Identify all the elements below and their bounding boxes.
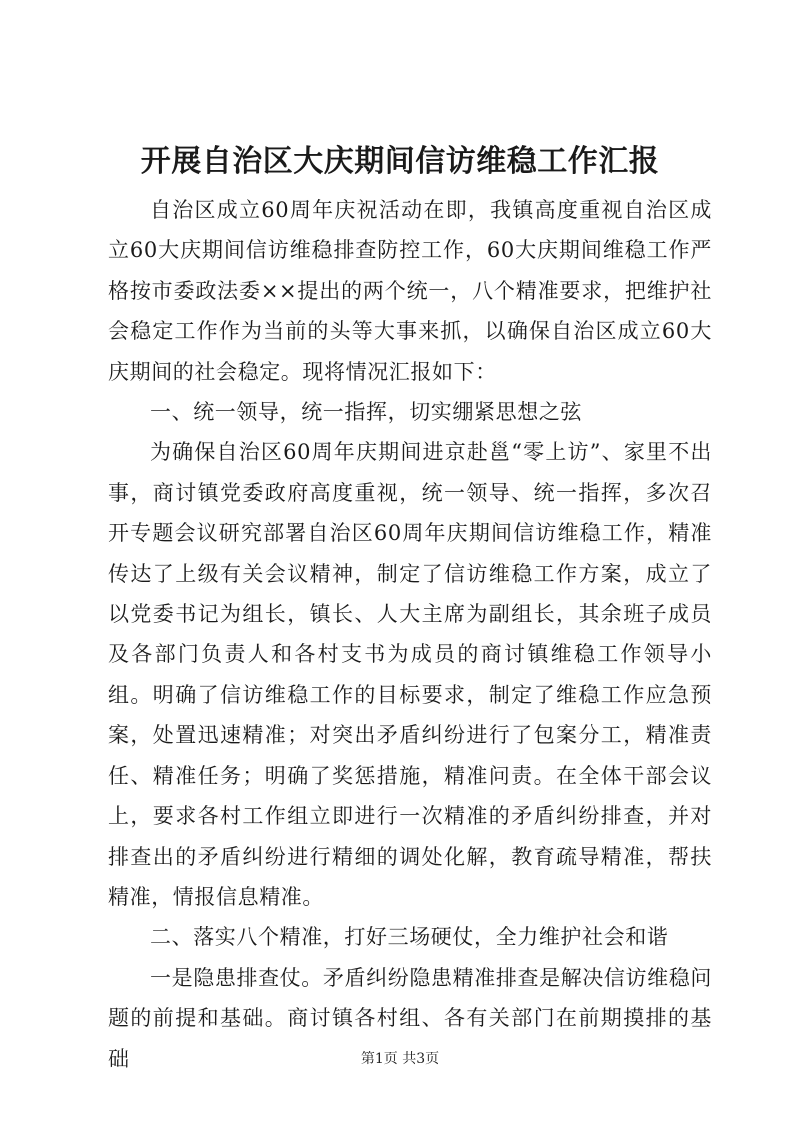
paragraph-section-1: 为确保自治区60周年庆期间进京赴邕“零上访”、家里不出事，商讨镇党委政府高度重视，统一领导、统一指挥，多次召开专题会议研究部署自治区60周年庆期间信访维稳工作，精准传达了上级有关会议精神，制定了信访维稳工作方案，成立了以党委书记为组长，镇长、人大主席为副组长，其余班子成员及各部门负责人和各村支书为成员的商讨镇维稳工作领导小组。明确了信访维稳工作的目标要求，制定了维稳工作应急预案，处置迅速精准；对突出矛盾纠纷进行了包案分工，精准责任、精准任务；明确了奖惩措施，精准问责。在全体干部会议上，要求各村工作组立即进行一次精准的矛盾纠纷排查，并对排查出的矛盾纠纷进行精细的调处化解，教育疏导精准，帮扶精准，情报信息精准。 xyxy=(108,440,712,909)
paragraph-section-2: 一是隐患排查仗。矛盾纠纷隐患精准排查是解决信访维稳问题的前提和基础。商讨镇各村组、各有关部门在前期摸排的基础 xyxy=(108,965,712,1071)
page-number-footer: 第1页 共3页 xyxy=(360,1051,440,1067)
document-title: 开展自治区大庆期间信访维稳工作汇报 xyxy=(140,144,660,179)
section-heading-2: 二、落实八个精准，打好三场硬仗，全力维护社会和谐 xyxy=(150,925,669,950)
document-body xyxy=(108,190,712,1079)
section-heading-1: 一、统一领导，统一指挥，切实绷紧思想之弦 xyxy=(150,400,582,425)
paragraph-intro: 自治区成立60周年庆祝活动在即，我镇高度重视自治区成立60大庆期间信访维稳排查防控工作，60大庆期间维稳工作严格按市委政法委××提出的两个统一，八个精准要求，把维护社会稳定工作作为当前的头等大事来抓，以确保自治区成立60大庆期间的社会稳定。现将情况汇报如下： xyxy=(108,198,712,384)
